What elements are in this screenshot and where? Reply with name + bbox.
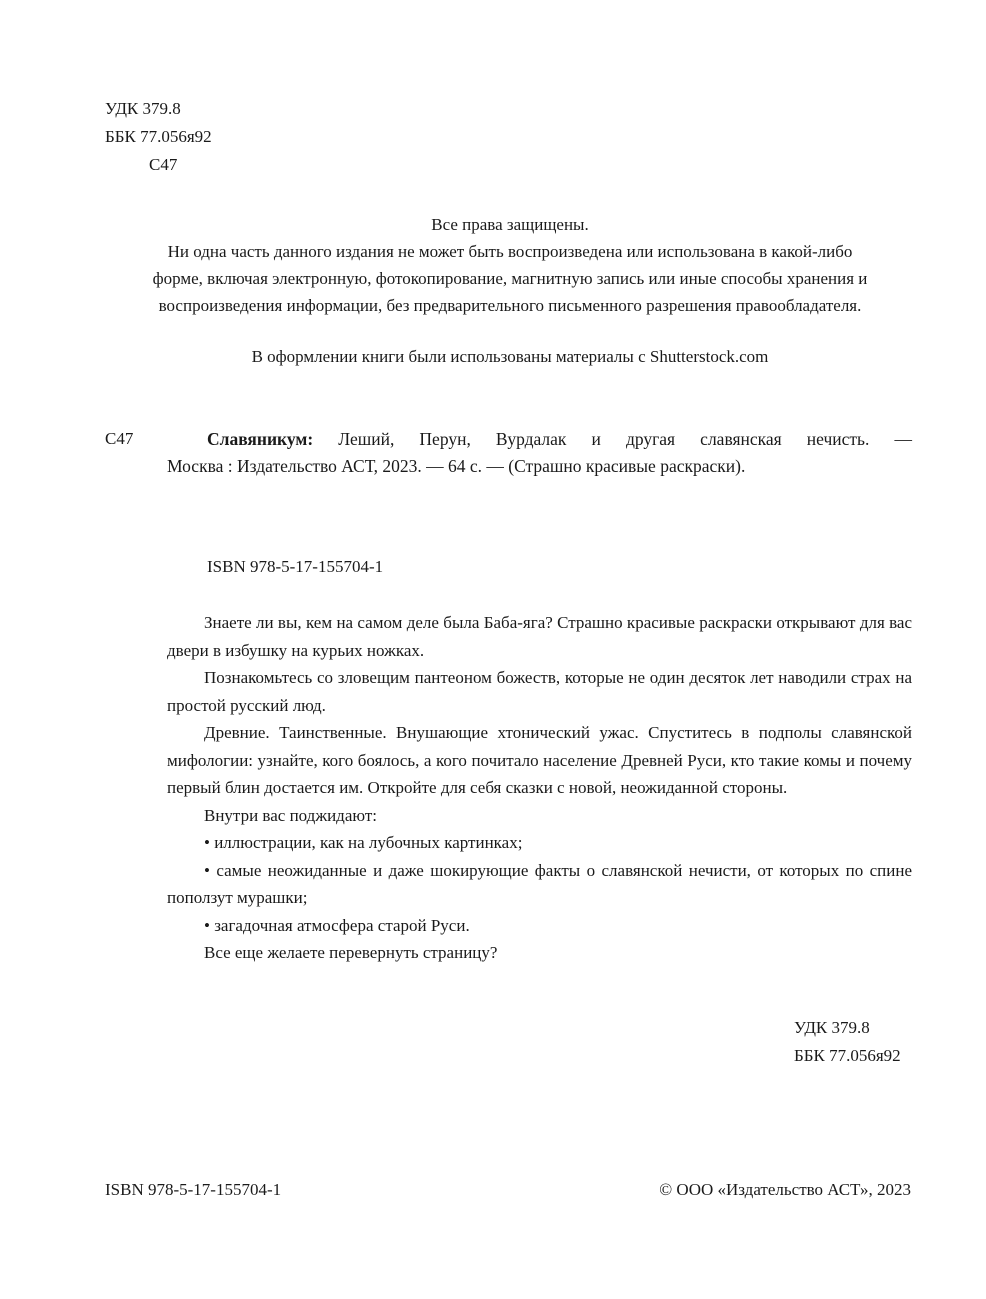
footer-copyright: © ООО «Издательство АСТ», 2023: [659, 1180, 911, 1199]
udk-code: УДК 379.8: [105, 99, 181, 118]
bibliography-title: Славяникум:: [207, 429, 314, 449]
rights-title: Все права защищены.: [431, 215, 589, 234]
author-sign: С47: [149, 155, 178, 174]
classification-codes-bottom: [794, 1014, 901, 1070]
list-item: • самые неожиданные и даже шокирующие факты о славянской нечисти, от которых по спине поползут мурашки;: [167, 860, 912, 907]
bibliography-code: С47: [105, 429, 134, 448]
bibliography-line-2: Москва : Издательство АСТ, 2023. — 64 с. — (Страшно красивые раскраски).: [167, 456, 746, 476]
annotation-paragraph: Познакомьтесь со зловещим пантеоном божеств, которые не один десяток лет наводили страх на простой русский люд.: [167, 668, 912, 715]
image-credit: В оформлении книги были использованы материалы с Shutterstock.com: [251, 347, 769, 366]
bbk-code: ББК 77.056я92: [794, 1046, 901, 1065]
isbn-middle: ISBN 978-5-17-155704-1: [207, 557, 384, 576]
bibliography-line-1: [207, 425, 912, 453]
classification-codes-top: [105, 95, 212, 179]
list-item: • загадочная атмосфера старой Руси.: [204, 915, 470, 935]
inside-title: Внутри вас поджидают:: [204, 805, 377, 825]
annotation: [167, 609, 912, 967]
bibliography-subtitle: Леший, Перун, Вурдалак и другая славянская нечисть. —: [313, 429, 912, 449]
annotation-paragraph: Знаете ли вы, кем на самом деле была Баба-яга? Страшно красивые раскраски открывают для вас двери в избушку на курьих ножках.: [167, 613, 912, 660]
list-item: • иллюстрации, как на лубочных картинках;: [204, 833, 523, 852]
rights-text-line: Ни одна часть данного издания не может быть воспроизведена или использована в какой-либо: [167, 242, 853, 261]
annotation-paragraph: Древние. Таинственные. Внушающие хтонический ужас. Спуститесь в подполы славянской мифологии: узнайте, кого боялось, а кого почитало население Древней Руси, кто такие комы и почему первый блин достается им. Откройте для себя сказки с новой, неожиданной стороны.: [167, 723, 912, 797]
footer-isbn: ISBN 978-5-17-155704-1: [105, 1180, 282, 1199]
rights-notice: [100, 211, 920, 319]
rights-text-line: воспроизведения информации, без предварительного письменного разрешения правообладателя.: [158, 296, 862, 315]
closing-question: Все еще желаете перевернуть страницу?: [204, 943, 498, 962]
udk-code: УДК 379.8: [794, 1018, 870, 1037]
rights-text-line: форме, включая электронную, фотокопирование, магнитную запись или иные способы хранения и: [152, 269, 868, 288]
bbk-code: ББК 77.056я92: [105, 127, 212, 146]
